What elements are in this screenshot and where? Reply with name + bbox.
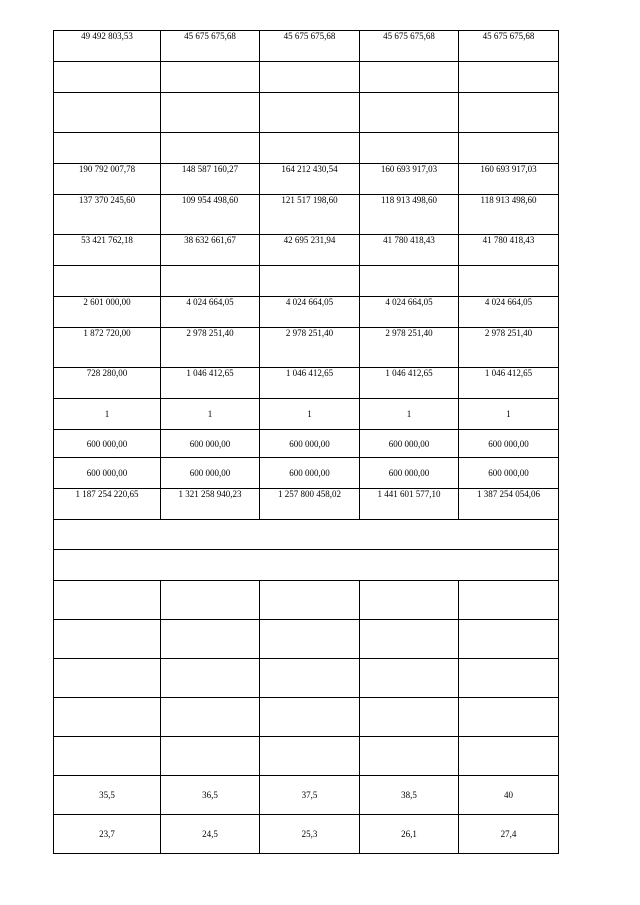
table-row [54, 328, 559, 368]
table-cell: 4 024 664,05 [459, 297, 559, 328]
table-row [54, 698, 559, 737]
table-cell [459, 659, 559, 698]
table-cell [459, 266, 559, 297]
table-cell: 1 [360, 399, 459, 430]
table-cell: 2 978 251,40 [360, 328, 459, 368]
table-cell [161, 620, 260, 659]
table-cell [360, 133, 459, 164]
table-row [54, 62, 559, 93]
table-cell [161, 266, 260, 297]
table-cell: 160 693 917,03 [360, 164, 459, 195]
table-cell [54, 737, 161, 776]
table-cell [54, 520, 559, 550]
data-table [53, 30, 559, 854]
table-cell: 53 421 762,18 [54, 235, 161, 266]
table-cell: 1 [459, 399, 559, 430]
table-cell: 38 632 661,67 [161, 235, 260, 266]
table-cell: 600 000,00 [360, 430, 459, 458]
table-cell [260, 659, 360, 698]
table-cell: 600 000,00 [54, 458, 161, 489]
table-cell [459, 620, 559, 659]
table-cell [459, 737, 559, 776]
table-row [54, 430, 559, 458]
table-cell: 40 [459, 776, 559, 815]
table-cell [161, 698, 260, 737]
table-row [54, 399, 559, 430]
table-row [54, 266, 559, 297]
table-row [54, 93, 559, 133]
table-cell: 2 978 251,40 [260, 328, 360, 368]
table-cell: 2 601 000,00 [54, 297, 161, 328]
table-row [54, 235, 559, 266]
table-cell [360, 698, 459, 737]
table-cell [260, 620, 360, 659]
table-row [54, 195, 559, 235]
table-cell: 45 675 675,68 [360, 31, 459, 62]
table-cell [260, 133, 360, 164]
table-row [54, 489, 559, 520]
table-cell: 1 441 601 577,10 [360, 489, 459, 520]
table-cell [260, 93, 360, 133]
table-cell [161, 62, 260, 93]
table-cell: 2 978 251,40 [161, 328, 260, 368]
table-cell: 1 046 412,65 [260, 368, 360, 399]
table-row [54, 31, 559, 62]
table-cell: 27,4 [459, 815, 559, 854]
table-cell: 1 187 254 220,65 [54, 489, 161, 520]
table-cell: 600 000,00 [360, 458, 459, 489]
table-cell: 600 000,00 [459, 430, 559, 458]
table-cell: 1 [161, 399, 260, 430]
table-cell: 148 587 160,27 [161, 164, 260, 195]
table-cell: 2 978 251,40 [459, 328, 559, 368]
table-row [54, 164, 559, 195]
table-cell [260, 737, 360, 776]
table-row [54, 581, 559, 620]
table-cell: 600 000,00 [161, 458, 260, 489]
table-cell: 45 675 675,68 [459, 31, 559, 62]
table-cell [161, 93, 260, 133]
table-cell [360, 620, 459, 659]
table-cell: 4 024 664,05 [360, 297, 459, 328]
table-cell: 25,3 [260, 815, 360, 854]
table-cell [459, 62, 559, 93]
table-cell: 600 000,00 [161, 430, 260, 458]
table-cell [54, 550, 559, 581]
table-cell [161, 737, 260, 776]
table-cell: 35,5 [54, 776, 161, 815]
table-cell [459, 133, 559, 164]
table-row [54, 815, 559, 854]
table-cell: 41 780 418,43 [360, 235, 459, 266]
table-row [54, 368, 559, 399]
table-cell [360, 659, 459, 698]
table-cell [260, 62, 360, 93]
table-cell: 24,5 [161, 815, 260, 854]
table-cell [260, 698, 360, 737]
table-cell: 38,5 [360, 776, 459, 815]
table-row [54, 659, 559, 698]
table-cell: 4 024 664,05 [260, 297, 360, 328]
table-row [54, 776, 559, 815]
table-cell: 600 000,00 [54, 430, 161, 458]
table-cell [360, 737, 459, 776]
table-cell: 45 675 675,68 [161, 31, 260, 62]
table-cell: 121 517 198,60 [260, 195, 360, 235]
table-row [54, 520, 559, 550]
table-cell: 23,7 [54, 815, 161, 854]
table-cell: 1 [54, 399, 161, 430]
table-cell: 600 000,00 [459, 458, 559, 489]
table-cell: 109 954 498,60 [161, 195, 260, 235]
table-cell [360, 62, 459, 93]
table-cell: 41 780 418,43 [459, 235, 559, 266]
table-row [54, 133, 559, 164]
table-cell: 600 000,00 [260, 430, 360, 458]
table-cell: 164 212 430,54 [260, 164, 360, 195]
table-cell [54, 266, 161, 297]
table-cell: 1 257 800 458,02 [260, 489, 360, 520]
table-cell: 118 913 498,60 [360, 195, 459, 235]
table-cell [54, 93, 161, 133]
table-cell: 26,1 [360, 815, 459, 854]
table-cell: 137 370 245,60 [54, 195, 161, 235]
table-cell: 118 913 498,60 [459, 195, 559, 235]
table-cell [54, 659, 161, 698]
table-cell: 1 046 412,65 [360, 368, 459, 399]
table-cell: 1 046 412,65 [161, 368, 260, 399]
table-cell: 4 024 664,05 [161, 297, 260, 328]
table-cell: 1 872 720,00 [54, 328, 161, 368]
table-cell [54, 620, 161, 659]
table-cell [54, 62, 161, 93]
table-row [54, 297, 559, 328]
table-cell [360, 93, 459, 133]
table-row [54, 620, 559, 659]
table-cell [459, 698, 559, 737]
table-cell: 728 280,00 [54, 368, 161, 399]
table-cell: 45 675 675,68 [260, 31, 360, 62]
table-cell [161, 133, 260, 164]
table-row [54, 458, 559, 489]
table-cell [161, 659, 260, 698]
table-cell: 42 695 231,94 [260, 235, 360, 266]
table-cell: 160 693 917,03 [459, 164, 559, 195]
table-row [54, 737, 559, 776]
table-cell: 1 [260, 399, 360, 430]
table-cell: 600 000,00 [260, 458, 360, 489]
table-cell [360, 581, 459, 620]
table-cell: 190 792 007,78 [54, 164, 161, 195]
table-cell: 49 492 803,53 [54, 31, 161, 62]
table-cell [54, 698, 161, 737]
table-cell [459, 93, 559, 133]
table-cell [260, 581, 360, 620]
table-row [54, 550, 559, 581]
table-cell [54, 133, 161, 164]
table-cell [360, 266, 459, 297]
table-cell [260, 266, 360, 297]
table-cell: 1 387 254 054,06 [459, 489, 559, 520]
table-cell [54, 581, 161, 620]
table-cell: 1 046 412,65 [459, 368, 559, 399]
table-cell [459, 581, 559, 620]
table-cell: 37,5 [260, 776, 360, 815]
table-cell: 1 321 258 940,23 [161, 489, 260, 520]
table-cell [161, 581, 260, 620]
table-cell: 36,5 [161, 776, 260, 815]
